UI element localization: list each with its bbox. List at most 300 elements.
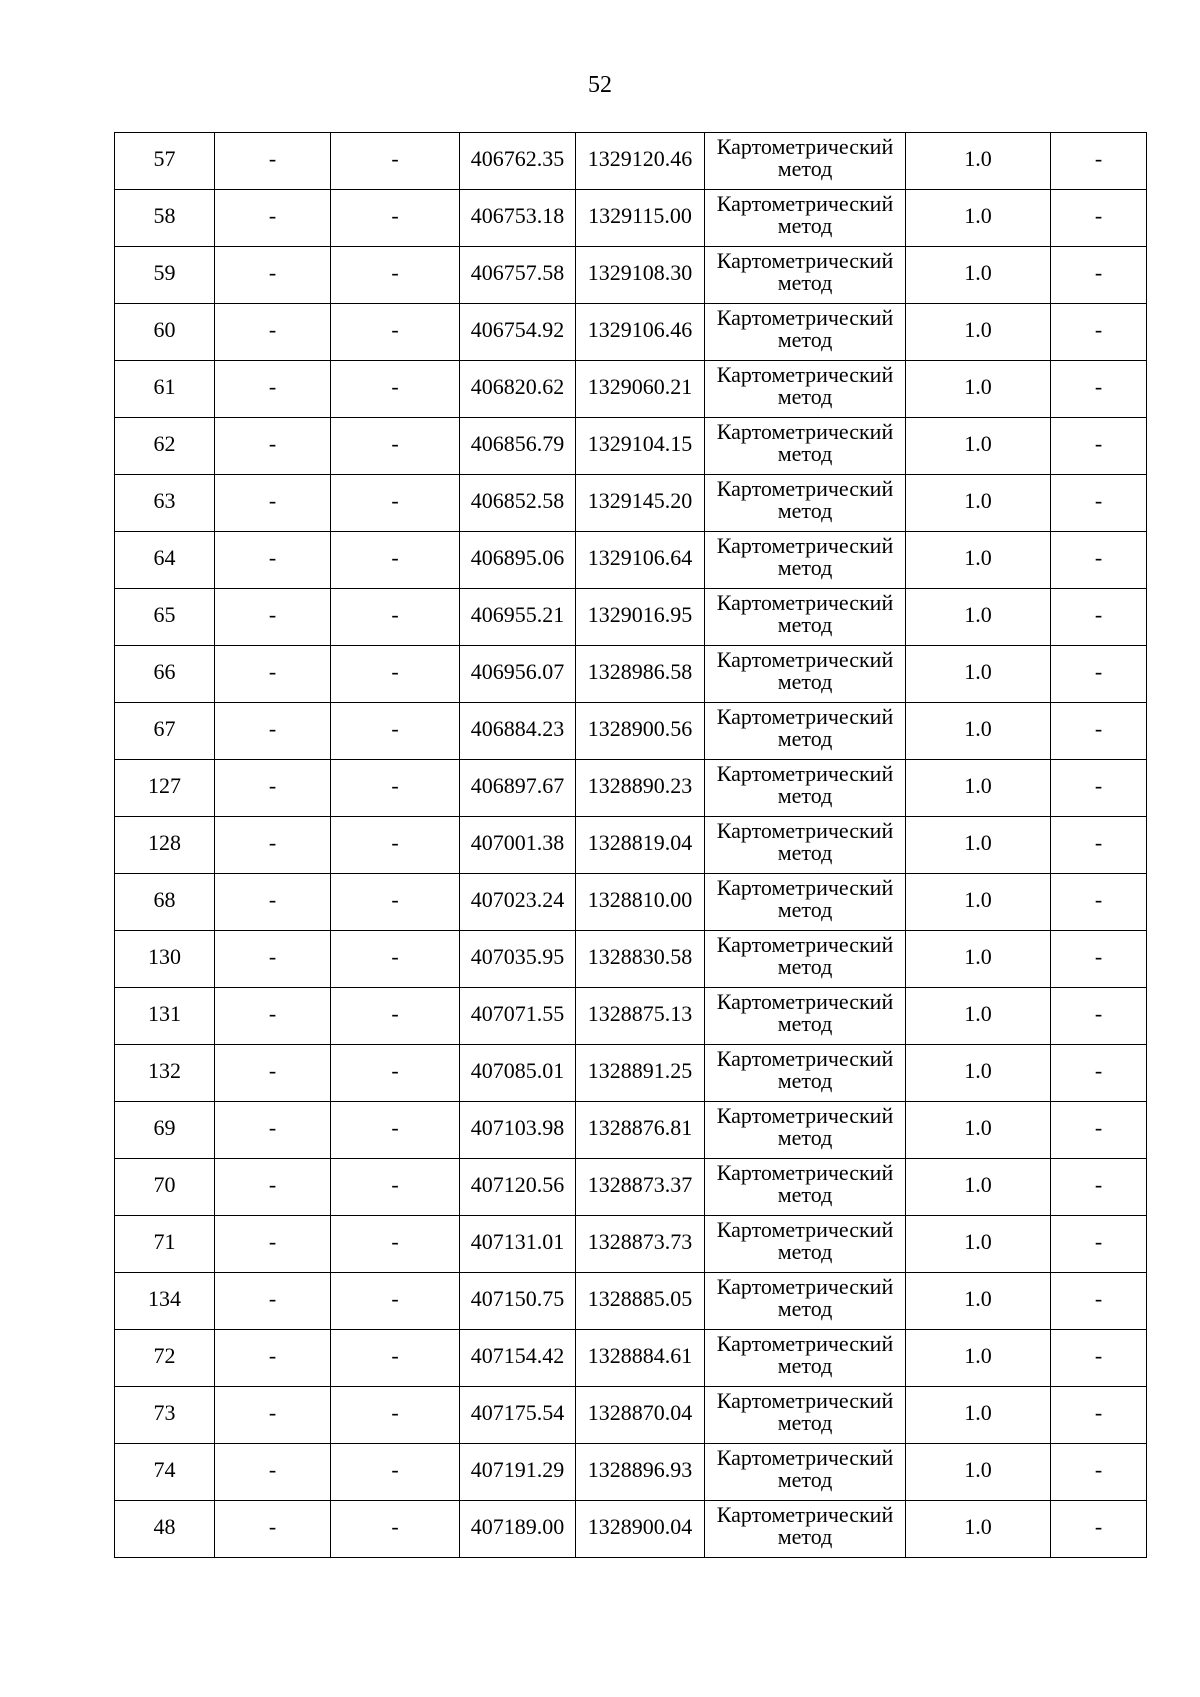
coord-y-cell-text: 1328819.04 (587, 830, 693, 855)
point-number-cell (115, 931, 215, 988)
accuracy-cell-text: 1.0 (964, 317, 992, 342)
coord-x-old-cell (215, 931, 331, 988)
coord-y-old-cell-text: - (391, 887, 399, 912)
coord-y-cell (576, 190, 705, 247)
point-number-cell-text: 127 (148, 773, 181, 798)
coord-x-old-cell-text: - (268, 602, 277, 627)
accuracy-cell (906, 247, 1051, 304)
coord-y-cell-text: 1329145.20 (587, 488, 693, 513)
accuracy-cell-text: 1.0 (964, 488, 992, 513)
coord-x-old-cell-text: - (268, 1229, 277, 1254)
point-number-cell-text: 60 (153, 317, 176, 342)
coord-x-cell (460, 1501, 576, 1558)
table-row (115, 304, 1147, 361)
coord-x-old-cell-text: - (268, 1286, 277, 1311)
coord-x-old-cell (215, 1273, 331, 1330)
table-row (115, 1102, 1147, 1159)
coord-x-cell-text: 407191.29 (470, 1457, 565, 1482)
coord-y-old-cell (331, 1330, 460, 1387)
coord-y-cell (576, 1159, 705, 1216)
coord-y-old-cell (331, 304, 460, 361)
coord-y-old-cell (331, 646, 460, 703)
coord-y-old-cell-text: - (391, 545, 399, 570)
coord-y-cell-text: 1328900.56 (587, 716, 693, 741)
coord-y-cell (576, 1501, 705, 1558)
coord-x-cell-text: 406754.92 (470, 317, 565, 342)
accuracy-cell-text: 1.0 (964, 773, 992, 798)
coord-x-cell (460, 1273, 576, 1330)
method-cell (705, 1159, 906, 1216)
coord-y-old-cell (331, 418, 460, 475)
accuracy-cell (906, 475, 1051, 532)
coord-y-old-cell (331, 1159, 460, 1216)
coord-x-old-cell (215, 1159, 331, 1216)
accuracy-cell (906, 1501, 1051, 1558)
method-cell (705, 1273, 906, 1330)
point-number-cell (115, 1444, 215, 1501)
note-cell-text: - (1094, 1400, 1103, 1425)
table-row (115, 1387, 1147, 1444)
note-cell-text: - (1094, 1001, 1103, 1026)
note-cell (1051, 817, 1147, 874)
method-cell (705, 418, 906, 475)
coord-x-old-cell-text: - (268, 944, 277, 969)
coord-y-old-cell-text: - (391, 203, 399, 228)
coord-y-cell (576, 1102, 705, 1159)
accuracy-cell (906, 418, 1051, 475)
coord-x-old-cell-text: - (268, 146, 277, 171)
coord-y-cell (576, 703, 705, 760)
accuracy-cell (906, 1444, 1051, 1501)
coord-x-old-cell (215, 760, 331, 817)
accuracy-cell-text: 1.0 (964, 545, 992, 570)
point-number-cell (115, 532, 215, 589)
coord-x-old-cell-text: - (268, 887, 277, 912)
point-number-cell (115, 361, 215, 418)
method-cell (705, 304, 906, 361)
method-cell (705, 988, 906, 1045)
note-cell (1051, 589, 1147, 646)
coord-y-old-cell-text: - (391, 1343, 399, 1368)
method-cell-text: Картометрический метод (716, 818, 894, 865)
coord-y-old-cell-text: - (391, 1172, 399, 1197)
coord-y-old-cell-text: - (391, 431, 399, 456)
accuracy-cell (906, 361, 1051, 418)
table-row (115, 703, 1147, 760)
note-cell (1051, 1216, 1147, 1273)
note-cell-text: - (1094, 830, 1103, 855)
coord-y-cell-text: 1328873.37 (587, 1172, 693, 1197)
note-cell (1051, 418, 1147, 475)
point-number-cell-text: 131 (148, 1001, 181, 1026)
coord-y-cell (576, 1273, 705, 1330)
method-cell-text: Картометрический метод (716, 248, 894, 295)
coord-y-old-cell (331, 1501, 460, 1558)
table-row (115, 760, 1147, 817)
coord-y-cell-text: 1328885.05 (587, 1286, 693, 1311)
coord-y-cell (576, 133, 705, 190)
point-number-cell (115, 1387, 215, 1444)
table-row (115, 1444, 1147, 1501)
coord-y-cell (576, 589, 705, 646)
note-cell (1051, 190, 1147, 247)
coord-y-cell (576, 1045, 705, 1102)
point-number-cell-text: 132 (148, 1058, 181, 1083)
table-row (115, 361, 1147, 418)
coord-x-cell-text: 407023.24 (470, 887, 565, 912)
coord-x-old-cell (215, 1444, 331, 1501)
note-cell (1051, 646, 1147, 703)
coord-y-old-cell-text: - (391, 659, 399, 684)
table-row (115, 418, 1147, 475)
note-cell (1051, 133, 1147, 190)
coord-y-old-cell-text: - (391, 317, 399, 342)
coord-x-cell-text: 406820.62 (470, 374, 565, 399)
accuracy-cell (906, 760, 1051, 817)
coord-x-old-cell-text: - (268, 545, 277, 570)
accuracy-cell-text: 1.0 (964, 431, 992, 456)
coord-x-cell (460, 703, 576, 760)
accuracy-cell (906, 133, 1051, 190)
accuracy-cell-text: 1.0 (964, 944, 992, 969)
table-row (115, 1273, 1147, 1330)
coord-x-cell-text: 406762.35 (470, 146, 565, 171)
accuracy-cell (906, 532, 1051, 589)
table-row (115, 817, 1147, 874)
coord-y-cell-text: 1329120.46 (587, 146, 693, 171)
coord-y-cell (576, 247, 705, 304)
coord-y-cell (576, 1216, 705, 1273)
method-cell (705, 931, 906, 988)
accuracy-cell-text: 1.0 (964, 659, 992, 684)
coord-x-cell (460, 1387, 576, 1444)
method-cell-text: Картометрический метод (716, 875, 894, 922)
coord-y-old-cell-text: - (391, 716, 399, 741)
coord-x-old-cell-text: - (268, 431, 277, 456)
coord-y-old-cell-text: - (391, 1001, 399, 1026)
method-cell (705, 760, 906, 817)
point-number-cell (115, 589, 215, 646)
coord-y-old-cell-text: - (391, 374, 399, 399)
point-number-cell-text: 48 (153, 1514, 176, 1539)
note-cell-text: - (1094, 488, 1103, 513)
coord-y-old-cell (331, 532, 460, 589)
accuracy-cell-text: 1.0 (964, 1400, 992, 1425)
coord-y-old-cell (331, 475, 460, 532)
coord-x-cell-text: 406753.18 (470, 203, 565, 228)
accuracy-cell-text: 1.0 (964, 1343, 992, 1368)
accuracy-cell-text: 1.0 (964, 1229, 992, 1254)
coord-x-old-cell-text: - (268, 374, 277, 399)
coord-x-old-cell (215, 874, 331, 931)
table-row (115, 988, 1147, 1045)
point-number-cell (115, 1330, 215, 1387)
coord-x-old-cell-text: - (268, 1457, 277, 1482)
method-cell (705, 1501, 906, 1558)
note-cell-text: - (1094, 1343, 1103, 1368)
method-cell (705, 817, 906, 874)
coord-y-old-cell-text: - (391, 488, 399, 513)
point-number-cell-text: 67 (153, 716, 176, 741)
coord-x-old-cell-text: - (268, 1172, 277, 1197)
method-cell-text: Картометрический метод (716, 305, 894, 352)
coord-y-cell (576, 361, 705, 418)
point-number-cell-text: 65 (153, 602, 176, 627)
coord-y-old-cell (331, 133, 460, 190)
coord-x-cell (460, 304, 576, 361)
table-row (115, 931, 1147, 988)
coord-x-cell-text: 407035.95 (470, 944, 565, 969)
coord-y-old-cell (331, 931, 460, 988)
point-number-cell (115, 1045, 215, 1102)
coord-x-cell (460, 1159, 576, 1216)
coord-x-cell (460, 1102, 576, 1159)
method-cell (705, 874, 906, 931)
accuracy-cell-text: 1.0 (964, 203, 992, 228)
point-number-cell-text: 69 (153, 1115, 176, 1140)
coord-y-old-cell-text: - (391, 1457, 399, 1482)
coord-x-old-cell (215, 703, 331, 760)
coord-y-cell-text: 1328870.04 (587, 1400, 693, 1425)
point-number-cell (115, 304, 215, 361)
coord-y-old-cell-text: - (391, 1058, 399, 1083)
accuracy-cell (906, 1273, 1051, 1330)
coord-x-old-cell-text: - (268, 1115, 277, 1140)
coord-y-old-cell (331, 988, 460, 1045)
point-number-cell-text: 66 (153, 659, 176, 684)
coord-y-old-cell-text: - (391, 1286, 399, 1311)
coord-x-cell-text: 406955.21 (470, 602, 565, 627)
point-number-cell (115, 133, 215, 190)
table-row (115, 646, 1147, 703)
point-number-cell-text: 63 (153, 488, 176, 513)
coord-x-cell (460, 817, 576, 874)
note-cell-text: - (1094, 773, 1103, 798)
point-number-cell-text: 134 (148, 1286, 181, 1311)
coord-y-cell-text: 1329115.00 (588, 203, 692, 228)
coord-y-cell (576, 817, 705, 874)
accuracy-cell-text: 1.0 (964, 1514, 992, 1539)
point-number-cell-text: 61 (153, 374, 176, 399)
coord-x-old-cell (215, 532, 331, 589)
coord-y-cell (576, 988, 705, 1045)
accuracy-cell-text: 1.0 (964, 1058, 992, 1083)
coord-y-cell-text: 1328876.81 (587, 1115, 693, 1140)
coord-y-cell-text: 1329106.64 (587, 545, 693, 570)
table-row (115, 1501, 1147, 1558)
point-number-cell (115, 190, 215, 247)
coord-x-old-cell (215, 1045, 331, 1102)
coord-y-old-cell-text: - (391, 146, 399, 171)
note-cell-text: - (1094, 374, 1103, 399)
coord-y-cell-text: 1329108.30 (587, 260, 693, 285)
note-cell-text: - (1094, 716, 1103, 741)
coord-y-cell (576, 646, 705, 703)
accuracy-cell (906, 817, 1051, 874)
method-cell (705, 475, 906, 532)
accuracy-cell (906, 646, 1051, 703)
point-number-cell (115, 703, 215, 760)
accuracy-cell (906, 304, 1051, 361)
coord-x-cell-text: 407150.75 (470, 1286, 565, 1311)
coord-x-old-cell-text: - (268, 260, 277, 285)
point-number-cell-text: 128 (148, 830, 181, 855)
point-number-cell (115, 418, 215, 475)
point-number-cell (115, 874, 215, 931)
note-cell (1051, 532, 1147, 589)
coord-y-old-cell (331, 760, 460, 817)
note-cell (1051, 1330, 1147, 1387)
method-cell (705, 646, 906, 703)
coord-y-old-cell (331, 589, 460, 646)
note-cell (1051, 1273, 1147, 1330)
coord-x-old-cell (215, 190, 331, 247)
coord-x-cell (460, 1045, 576, 1102)
coord-y-old-cell-text: - (391, 260, 399, 285)
point-number-cell (115, 1273, 215, 1330)
method-cell-text: Картометрический метод (716, 647, 894, 694)
method-cell-text: Картометрический метод (716, 1274, 894, 1321)
coord-x-cell-text: 406895.06 (470, 545, 565, 570)
method-cell-text: Картометрический метод (716, 1388, 894, 1435)
table-row (115, 133, 1147, 190)
coord-y-cell-text: 1328890.23 (587, 773, 693, 798)
table-row (115, 247, 1147, 304)
note-cell-text: - (1094, 545, 1103, 570)
accuracy-cell (906, 1387, 1051, 1444)
coord-x-old-cell (215, 361, 331, 418)
method-cell-text: Картометрический метод (716, 761, 894, 808)
method-cell (705, 133, 906, 190)
method-cell (705, 1444, 906, 1501)
coord-x-old-cell (215, 247, 331, 304)
coord-y-cell (576, 532, 705, 589)
table-row (115, 475, 1147, 532)
note-cell-text: - (1094, 1058, 1103, 1083)
note-cell (1051, 1045, 1147, 1102)
method-cell (705, 1387, 906, 1444)
coord-y-cell (576, 760, 705, 817)
coord-x-old-cell (215, 988, 331, 1045)
coord-x-old-cell (215, 1501, 331, 1558)
point-number-cell (115, 646, 215, 703)
method-cell-text: Картометрический метод (716, 704, 894, 751)
coord-y-old-cell (331, 1045, 460, 1102)
coord-x-old-cell-text: - (268, 1400, 277, 1425)
coord-x-old-cell (215, 1216, 331, 1273)
coord-y-cell-text: 1329016.95 (587, 602, 693, 627)
coord-x-old-cell (215, 304, 331, 361)
method-cell-text: Картометрический метод (716, 476, 894, 523)
coord-y-old-cell (331, 1387, 460, 1444)
coord-y-old-cell (331, 703, 460, 760)
method-cell-text: Картометрический метод (716, 362, 894, 409)
coord-x-old-cell-text: - (268, 488, 277, 513)
point-number-cell (115, 760, 215, 817)
table-row (115, 532, 1147, 589)
method-cell-text: Картометрический метод (716, 419, 894, 466)
point-number-cell (115, 817, 215, 874)
coord-x-cell-text: 407131.01 (470, 1229, 565, 1254)
coord-x-cell-text: 406852.58 (470, 488, 565, 513)
coord-x-cell (460, 475, 576, 532)
method-cell-text: Картометрический метод (716, 989, 894, 1036)
method-cell-text: Картометрический метод (716, 1103, 894, 1150)
method-cell-text: Картометрический метод (716, 1217, 894, 1264)
coord-y-old-cell-text: - (391, 1514, 399, 1539)
coord-y-cell-text: 1328830.58 (587, 944, 693, 969)
coord-x-cell (460, 532, 576, 589)
accuracy-cell-text: 1.0 (964, 146, 992, 171)
note-cell-text: - (1094, 1457, 1103, 1482)
note-cell (1051, 1102, 1147, 1159)
coord-y-cell-text: 1328986.58 (587, 659, 693, 684)
table-row (115, 874, 1147, 931)
method-cell-text: Картометрический метод (716, 590, 894, 637)
note-cell-text: - (1094, 317, 1103, 342)
method-cell (705, 361, 906, 418)
coord-x-cell (460, 1330, 576, 1387)
coord-x-cell (460, 760, 576, 817)
coord-y-old-cell-text: - (391, 602, 399, 627)
coord-y-old-cell-text: - (391, 830, 399, 855)
table-row (115, 1330, 1147, 1387)
method-cell-text: Картометрический метод (716, 1502, 894, 1549)
method-cell (705, 1102, 906, 1159)
point-number-cell (115, 1159, 215, 1216)
accuracy-cell-text: 1.0 (964, 887, 992, 912)
coord-x-cell (460, 1216, 576, 1273)
accuracy-cell (906, 703, 1051, 760)
coord-y-cell-text: 1329104.15 (587, 431, 693, 456)
table-body (115, 133, 1147, 1558)
method-cell (705, 1216, 906, 1273)
coord-y-old-cell (331, 247, 460, 304)
note-cell (1051, 1501, 1147, 1558)
coord-y-cell (576, 304, 705, 361)
coord-x-cell (460, 190, 576, 247)
note-cell-text: - (1094, 659, 1103, 684)
coord-x-old-cell (215, 589, 331, 646)
coord-y-cell-text: 1328884.61 (587, 1343, 693, 1368)
coord-x-cell (460, 646, 576, 703)
method-cell (705, 532, 906, 589)
accuracy-cell (906, 931, 1051, 988)
coord-x-cell (460, 988, 576, 1045)
coord-x-cell-text: 407120.56 (470, 1172, 565, 1197)
coord-y-cell-text: 1328900.04 (587, 1514, 693, 1539)
table-row (115, 589, 1147, 646)
coord-x-cell-text: 407175.54 (470, 1400, 565, 1425)
note-cell-text: - (1094, 1229, 1103, 1254)
coord-x-cell-text: 407001.38 (470, 830, 565, 855)
coord-x-cell (460, 361, 576, 418)
note-cell (1051, 1444, 1147, 1501)
coord-y-cell-text: 1328891.25 (587, 1058, 693, 1083)
point-number-cell (115, 1501, 215, 1558)
coord-x-old-cell-text: - (268, 203, 277, 228)
note-cell-text: - (1094, 1172, 1103, 1197)
coord-y-cell-text: 1328873.73 (587, 1229, 693, 1254)
accuracy-cell-text: 1.0 (964, 1115, 992, 1140)
point-number-cell-text: 74 (153, 1457, 176, 1482)
point-number-cell (115, 475, 215, 532)
method-cell-text: Картометрический метод (716, 533, 894, 580)
coord-x-old-cell-text: - (268, 1001, 277, 1026)
accuracy-cell-text: 1.0 (964, 830, 992, 855)
note-cell (1051, 475, 1147, 532)
note-cell (1051, 304, 1147, 361)
